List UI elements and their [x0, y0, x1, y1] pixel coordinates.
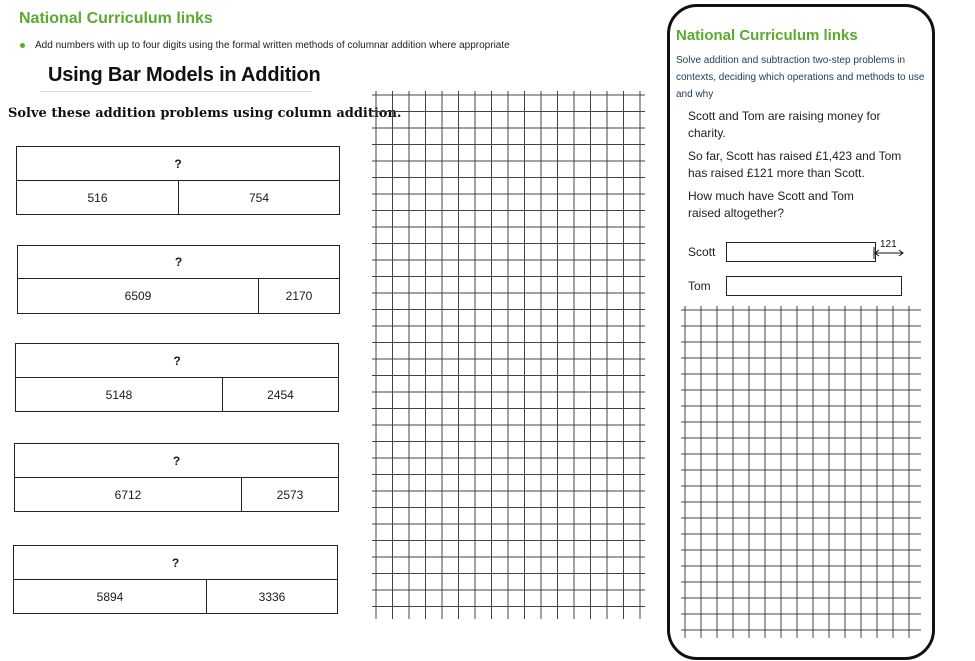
panel-curriculum-text: Solve addition and subtraction two-step problems in contexts, deciding which operations and methods to use and why	[676, 55, 925, 100]
panel-heading: National Curriculum links	[676, 27, 858, 44]
tom-bar	[726, 276, 902, 296]
bar-model-3	[15, 343, 339, 412]
double-arrow-icon	[873, 247, 905, 259]
tom-label: Tom	[688, 279, 711, 293]
bar-part-left: 5148	[105, 387, 133, 402]
question-text: How much have Scott and Tom raised altogether?	[688, 189, 854, 220]
page-title: Using Bar Models in Addition	[48, 64, 321, 86]
bar-part-right: 2454	[267, 387, 294, 402]
curriculum-heading: National Curriculum links	[19, 10, 213, 27]
bar-part-left: 6509	[124, 289, 152, 303]
difference-label: 121	[880, 239, 897, 250]
bar-part-right: 754	[248, 190, 270, 205]
story-text-2: So far, Scott has raised £1,423 and Tom has raised £121 more than Scott.	[688, 149, 902, 180]
bar-part-right: 2573	[276, 487, 304, 502]
bar-part-left: 6712	[114, 487, 142, 502]
bar-part-left: 5894	[96, 589, 124, 604]
story-text-1: Scott and Tom are raising money for charity.	[688, 109, 881, 140]
bullet-dot-icon	[20, 43, 25, 48]
curriculum-bullet	[20, 40, 510, 51]
working-grid	[372, 91, 645, 619]
bar-part-left: 516	[87, 190, 108, 205]
bar-part-right: 3336	[258, 589, 286, 604]
bar-total: ?	[18, 246, 339, 279]
scott-label: Scott	[688, 245, 716, 259]
bar-total: ?	[15, 444, 338, 478]
bar-model-4	[14, 443, 339, 512]
bar-model-2	[17, 245, 340, 314]
instruction-text: Solve these addition problems using column addition.	[8, 106, 402, 121]
title-underline	[40, 91, 312, 92]
bar-part-right: 2170	[285, 289, 313, 303]
curriculum-bullet-text: Add numbers with up to four digits using the formal written methods of columnar addition where appropriate	[35, 40, 510, 51]
bar-total: ?	[14, 546, 337, 580]
panel-working-grid	[681, 306, 921, 638]
bar-model-1	[16, 146, 340, 215]
bar-total: ?	[17, 147, 339, 181]
bar-model-5	[13, 545, 338, 614]
bar-total: ?	[16, 344, 338, 378]
scott-bar	[726, 242, 876, 262]
